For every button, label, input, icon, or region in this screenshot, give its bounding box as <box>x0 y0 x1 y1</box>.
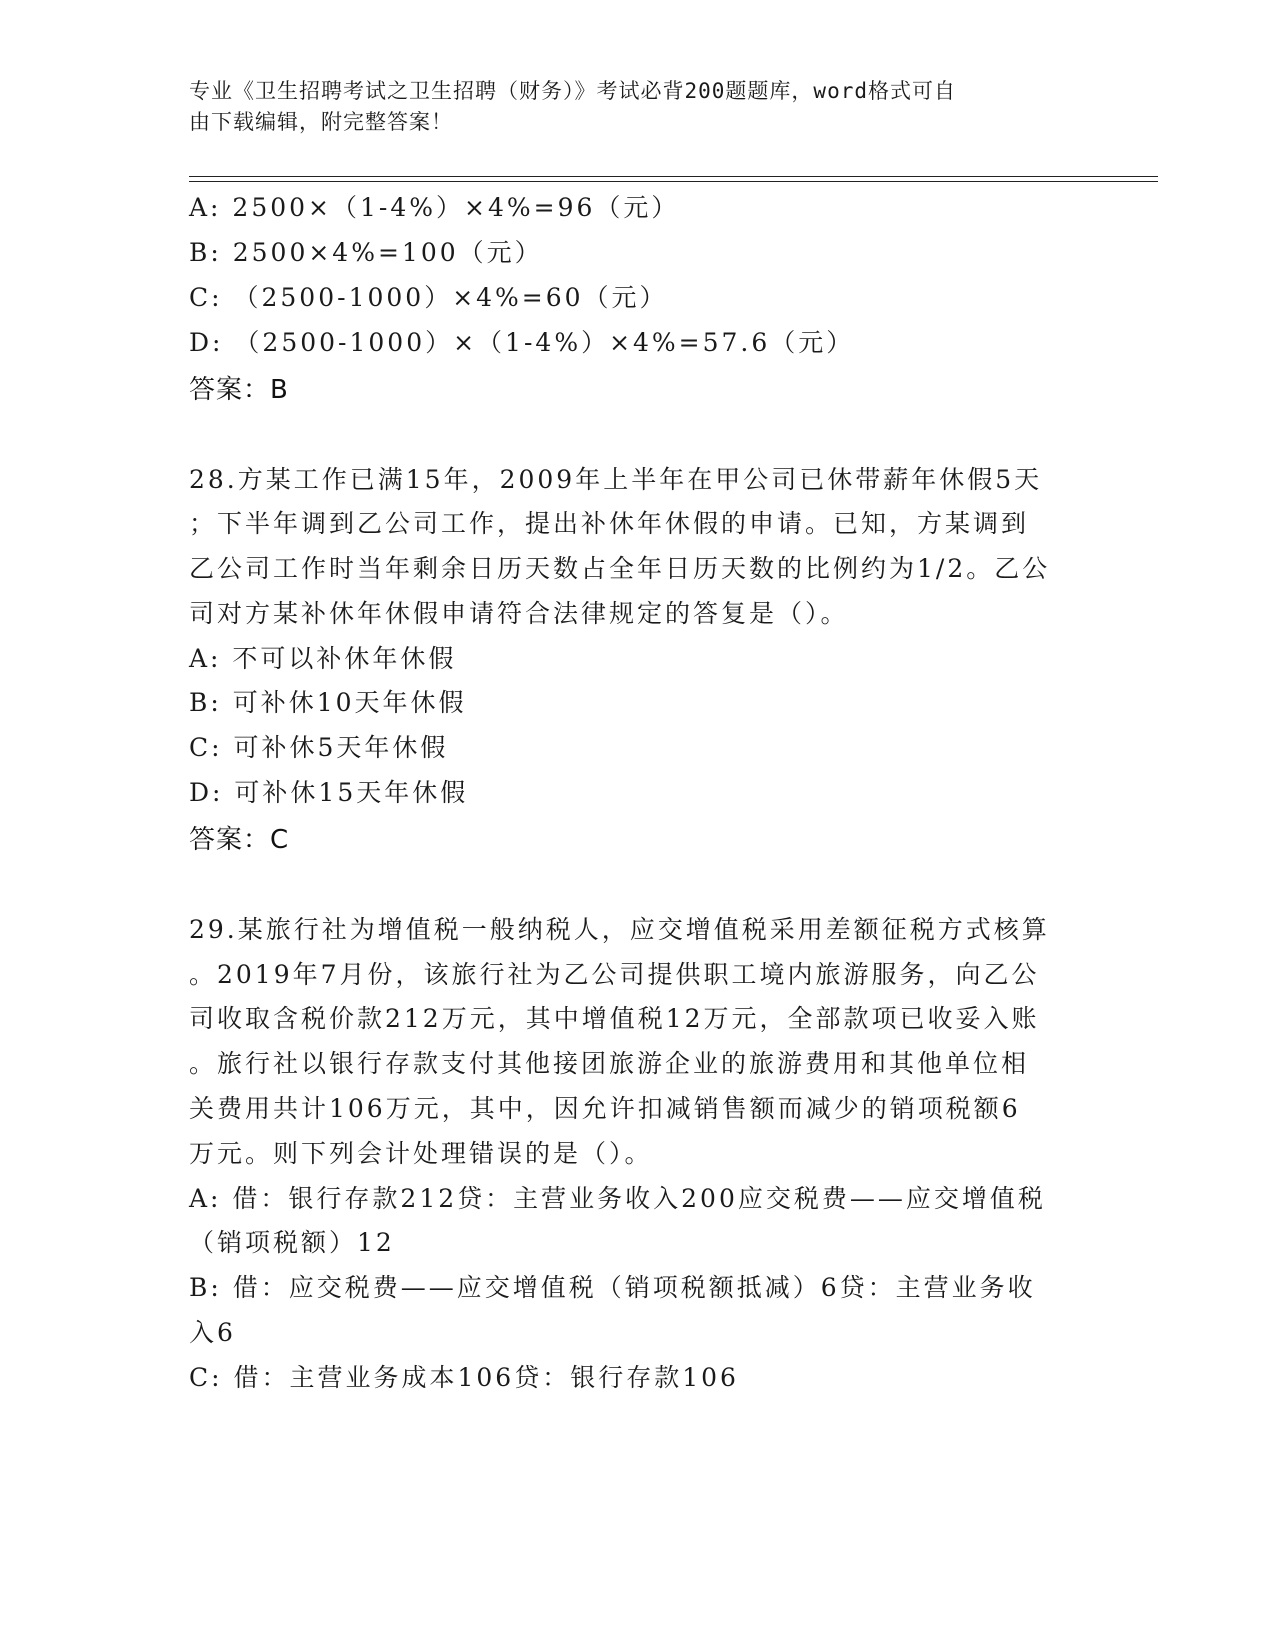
header-line: 专业《卫生招聘考试之卫生招聘（财务）》考试必背200题题库，word格式可自 <box>189 79 956 103</box>
option-line: C: 可补休5天年休假 <box>189 733 449 762</box>
answer-line: 答案：C <box>189 825 290 855</box>
option-line: （销项税额）12 <box>189 1228 395 1257</box>
option-line: C: 借：主营业务成本106贷：银行存款106 <box>189 1363 739 1392</box>
question-stem-line: 万元。则下列会计处理错误的是（）。 <box>189 1139 653 1168</box>
option-line: D: 可补休15天年休假 <box>189 778 469 807</box>
option-line: A: 借：银行存款212贷：主营业务收入200应交税费——应交增值税 <box>189 1184 1046 1213</box>
header-line: 由下载编辑，附完整答案！ <box>189 110 453 134</box>
question-stem-line: 司收取含税价款212万元，其中增值税12万元，全部款项已收妥入账 <box>189 1004 1040 1033</box>
question-stem-line: 。旅行社以银行存款支付其他接团旅游企业的旅游费用和其他单位相 <box>189 1049 1030 1078</box>
question-stem-line: 乙公司工作时当年剩余日历天数占全年日历天数的比例约为1/2。乙公 <box>189 554 1051 583</box>
question-stem-line: 29.某旅行社为增值税一般纳税人，应交增值税采用差额征税方式核算 <box>189 915 1050 944</box>
option-line: A: 不可以补休年休假 <box>189 644 457 673</box>
option-line: 入6 <box>189 1318 236 1347</box>
option-line: B: 2500×4%=100（元） <box>189 238 543 267</box>
question-stem-line: ；下半年调到乙公司工作，提出补休年休假的申请。已知，方某调到 <box>189 509 1030 538</box>
option-line: B: 可补休10天年休假 <box>189 688 467 717</box>
header-divider <box>189 181 1158 182</box>
question-stem-line: 。2019年7月份，该旅行社为乙公司提供职工境内旅游服务，向乙公 <box>189 960 1040 989</box>
option-line: B: 借：应交税费——应交增值税（销项税额抵减）6贷：主营业务收 <box>189 1273 1036 1302</box>
question-stem-line: 28.方某工作已满15年，2009年上半年在甲公司已休带薪年休假5天 <box>189 465 1043 494</box>
document-header <box>189 76 1089 138</box>
header-divider <box>189 176 1158 177</box>
option-line: A: 2500×（1-4%）×4%=96（元） <box>189 193 680 222</box>
question-stem-line: 司对方某补休年休假申请符合法律规定的答复是（）。 <box>189 599 849 628</box>
option-line: C: （2500-1000）×4%=60（元） <box>189 283 668 312</box>
answer-line: 答案：B <box>189 375 289 405</box>
question-stem-line: 关费用共计106万元，其中，因允许扣减销售额而减少的销项税额6 <box>189 1094 1021 1123</box>
option-line: D: （2500-1000）×（1-4%）×4%=57.6（元） <box>189 328 855 357</box>
